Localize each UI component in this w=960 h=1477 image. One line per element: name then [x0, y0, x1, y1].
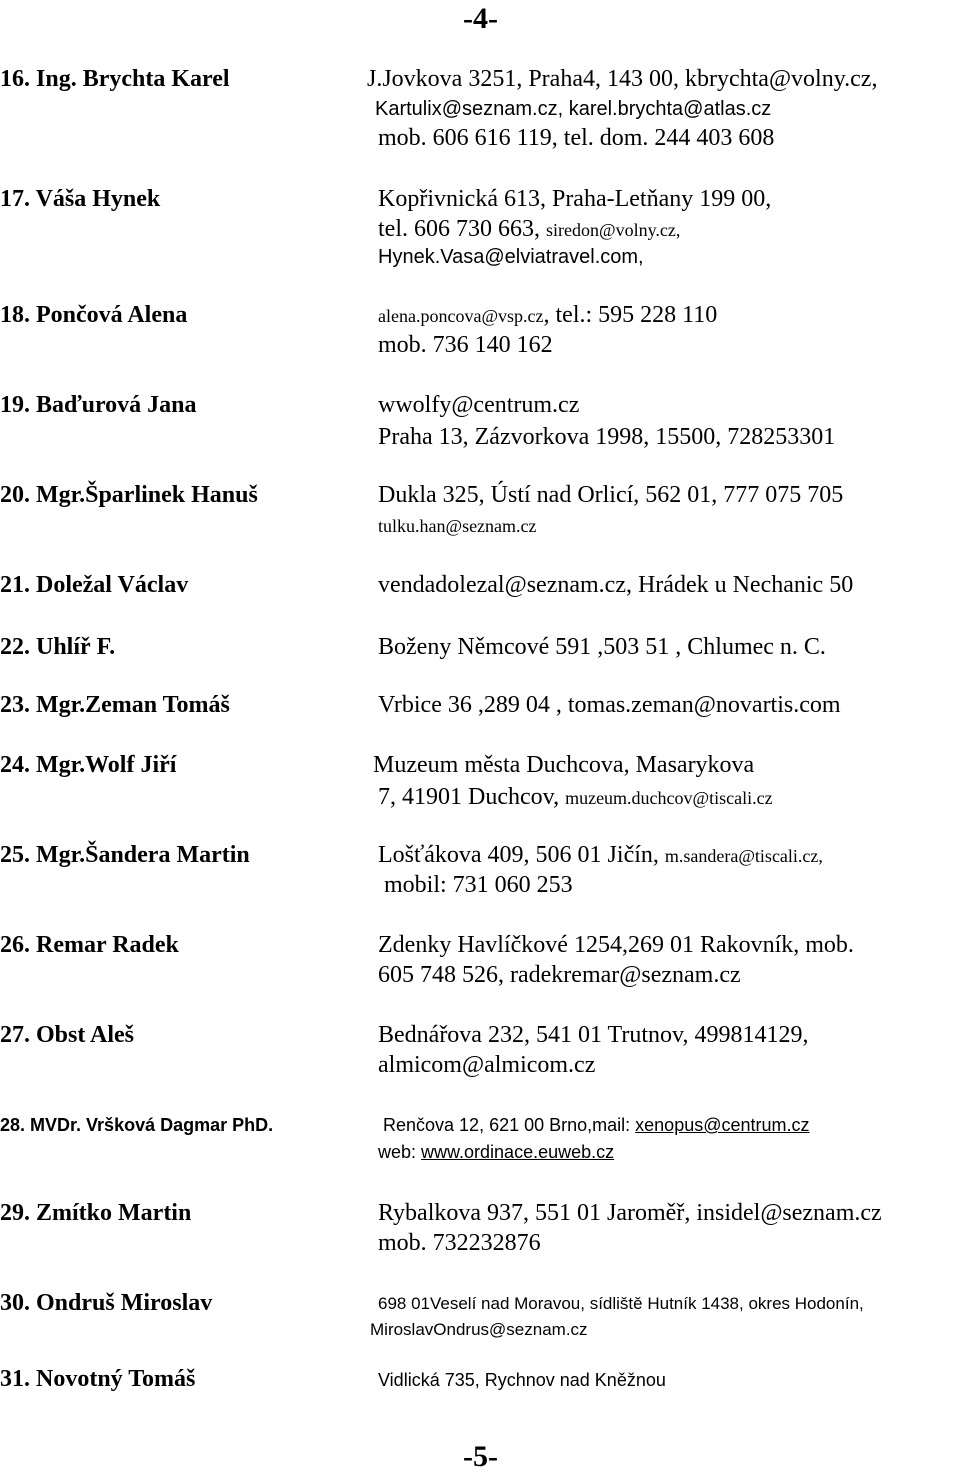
entry-phone-18: , tel.: 595 228 110 — [543, 302, 718, 328]
entry-email-19: wwolfy@centrum.cz — [378, 392, 580, 418]
entry-phone-17: tel. 606 730 663, — [378, 216, 546, 242]
entry-name-17: 17. Váša Hynek — [0, 186, 161, 212]
entry-email-16: Kartulix@seznam.cz, karel.brychta@atlas.cz — [375, 98, 772, 120]
entry-name-25: 25. Mgr.Šandera Martin — [0, 842, 250, 868]
entry-address-25: Lošťákova 409, 506 01 Jičín, — [378, 842, 665, 868]
entry-address-20: Dukla 325, Ústí nad Orlicí, 562 01, 777 075 705 — [378, 482, 844, 508]
entry-address-19: Praha 13, Zázvorkova 1998, 15500, 728253301 — [378, 424, 836, 450]
entry-name-16: 16. Ing. Brychta Karel — [0, 66, 230, 92]
entry-name-20: 20. Mgr.Šparlinek Hanuš — [0, 482, 258, 508]
entry-email-18: alena.poncova@vsp.cz — [378, 306, 544, 326]
entry-contact-25 — [378, 842, 823, 869]
entry-email-24: muzeum.duchcov@tiscali.cz — [565, 788, 773, 808]
entry-name-27: 27. Obst Aleš — [0, 1022, 135, 1048]
page-number-top: -4- — [463, 2, 498, 35]
entry-email-17a: siredon@volny.cz, — [546, 220, 681, 240]
entry-address-29: Rybalkova 937, 551 01 Jaroměř, insidel@seznam.cz — [378, 1200, 882, 1226]
entry-email-25: m.sandera@tiscali.cz, — [664, 846, 823, 866]
entry-email-30: MiroslavOndrus@seznam.cz — [370, 1320, 588, 1339]
entry-email-17b: Hynek.Vasa@elviatravel.com, — [378, 246, 644, 268]
entry-name-22: 22. Uhlíř F. — [0, 634, 116, 660]
entry-web-28-label: web: — [378, 1142, 422, 1162]
entry-name-31: 31. Novotný Tomáš — [0, 1366, 196, 1392]
entry-email-27: almicom@almicom.cz — [378, 1052, 596, 1078]
entry-address-27: Bednářova 232, 541 01 Trutnov, 499814129, — [378, 1022, 809, 1048]
entry-city-24: 7, 41901 Duchcov, — [378, 784, 566, 810]
page-number-bottom: -5- — [463, 1440, 498, 1473]
entry-name-19: 19. Baďurová Jana — [0, 392, 197, 418]
entry-name-30: 30. Ondruš Miroslav — [0, 1290, 213, 1316]
entry-contact-17 — [378, 216, 680, 243]
entry-name-21: 21. Doležal Václav — [0, 572, 189, 598]
entry-address-28-text: Renčova 12, 621 00 Brno,mail: — [383, 1115, 636, 1135]
entry-email-26: 605 748 526, radekremar@seznam.cz — [378, 962, 741, 988]
entry-contact-24 — [378, 784, 773, 811]
entry-address-16: J.Jovkova 3251, Praha4, 143 00, kbrychta@volny.cz, — [367, 66, 878, 92]
entry-web-28-link[interactable]: www.ordinace.euweb.cz — [421, 1142, 615, 1162]
entry-phone-16: mob. 606 616 119, tel. dom. 244 403 608 — [378, 125, 775, 151]
entry-name-24: 24. Mgr.Wolf Jiří — [0, 752, 177, 778]
entry-email-28[interactable]: xenopus@centrum.cz — [635, 1115, 810, 1135]
entry-name-23: 23. Mgr.Zeman Tomáš — [0, 692, 230, 718]
entry-address-31: Vidlická 735, Rychnov nad Kněžnou — [378, 1370, 666, 1390]
entry-name-18: 18. Pončová Alena — [0, 302, 188, 328]
entry-email-20: tulku.han@seznam.cz — [378, 516, 537, 536]
entry-address-30: 698 01Veselí nad Moravou, sídliště Hutník 1438, okres Hodonín, — [378, 1294, 864, 1313]
entry-address-28 — [383, 1115, 810, 1136]
entry-mobile-25: mobil: 731 060 253 — [384, 872, 573, 898]
entry-address-22: Boženy Němcové 591 ,503 51 , Chlumec n. C. — [378, 634, 826, 660]
entry-address-24: Muzeum města Duchcova, Masarykova — [373, 752, 755, 778]
entry-name-26: 26. Remar Radek — [0, 932, 179, 958]
entry-web-28 — [378, 1142, 614, 1163]
entry-address-26: Zdenky Havlíčkové 1254,269 01 Rakovník, mob. — [378, 932, 854, 958]
entry-address-17: Kopřivnická 613, Praha-Letňany 199 00, — [378, 186, 772, 212]
entry-address-23: Vrbice 36 ,289 04 , tomas.zeman@novartis.com — [378, 692, 841, 718]
entry-contact-18 — [378, 302, 717, 329]
entry-mobile-29: mob. 732232876 — [378, 1230, 541, 1256]
entry-name-28: 28. MVDr. Vršková Dagmar PhD. — [0, 1115, 274, 1135]
entry-name-29: 29. Zmítko Martin — [0, 1200, 192, 1226]
entry-address-21: vendadolezal@seznam.cz, Hrádek u Nechanic 50 — [378, 572, 854, 598]
entry-mobile-18: mob. 736 140 162 — [378, 332, 553, 358]
